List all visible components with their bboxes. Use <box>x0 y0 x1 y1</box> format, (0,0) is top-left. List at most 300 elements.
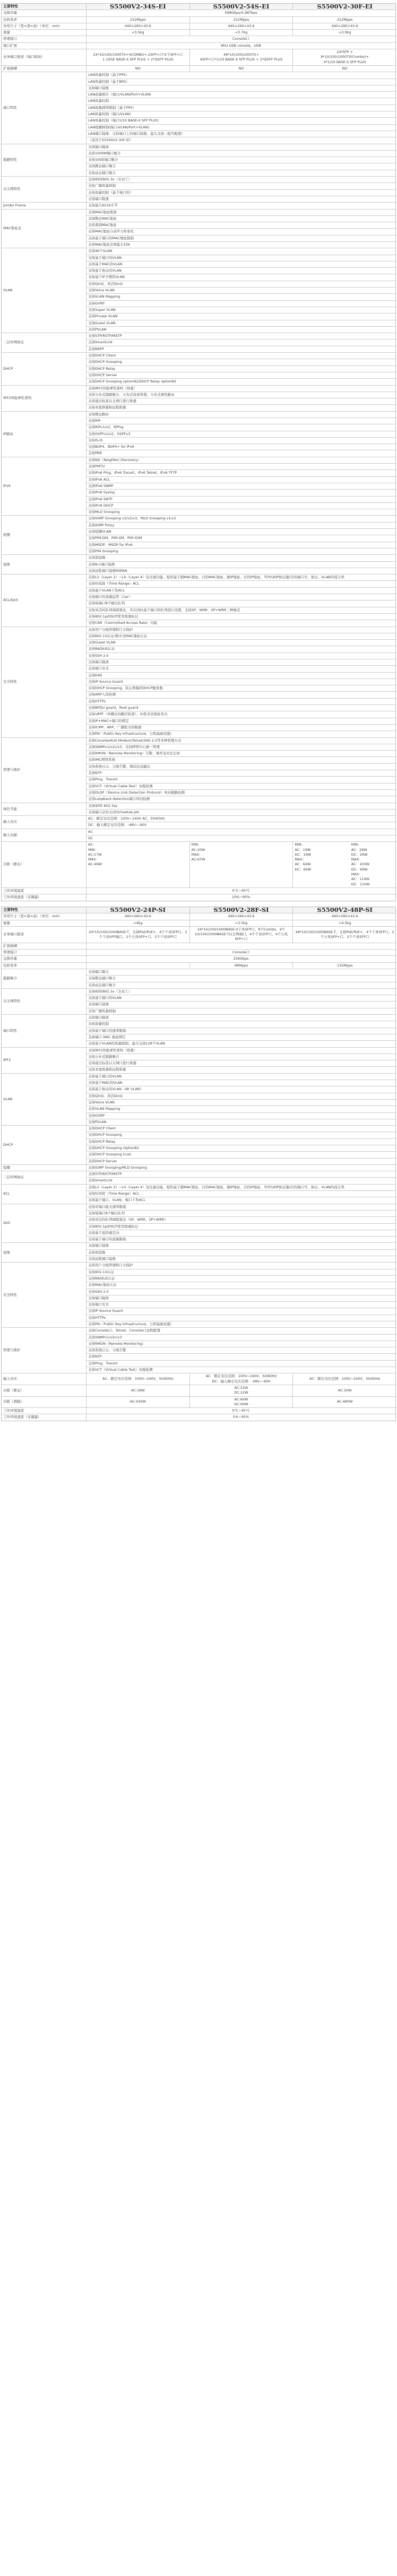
spec-value: 222Mpps <box>336 17 353 22</box>
spec-line: 支持广播风暴抑制 <box>88 184 116 188</box>
header-label: 主要特性 <box>2 907 87 913</box>
spec-value-item <box>87 288 395 294</box>
spec-line: 支持基于MAC的VLAN <box>88 1081 123 1085</box>
spec-line: 支持流镜像 <box>88 555 106 560</box>
spec-row <box>2 43 395 49</box>
spec-line: 支持PIM-DM、PIM-SM、PIM-SSM <box>88 536 142 541</box>
spec-line: 支持RIP <box>88 419 101 423</box>
spec-row <box>2 1243 395 1263</box>
spec-line: 支持时间段（Time Range）ACL <box>88 581 140 586</box>
spec-value-item <box>87 1008 395 1014</box>
spec-value-item <box>87 1165 395 1171</box>
header-row <box>2 907 395 913</box>
spec-line: 支持Loopback-detection端口环回检测 <box>88 797 150 802</box>
spec-value-item <box>87 1250 395 1256</box>
spec-line: 支持用户分级管理和口令保护 <box>88 1263 133 1268</box>
spec-line: 支持802.1p/DSCP优先级重标记 <box>88 614 139 619</box>
spec-value-list <box>87 969 395 988</box>
spec-line: 支持动态端口聚合 <box>88 982 116 987</box>
model-name: S5500V2-48P-SI <box>317 907 373 913</box>
spec-row <box>2 66 395 72</box>
spec-value-item <box>87 549 395 554</box>
spec-value-item <box>87 555 395 561</box>
spec-value-item <box>87 190 395 196</box>
spec-line: 支持IGMP Snooping/MLD Snooping <box>88 1165 147 1170</box>
spec-value-item <box>87 1341 395 1347</box>
spec-row <box>2 989 395 1015</box>
spec-value-item <box>87 144 395 151</box>
spec-line: 支持基于端口的VLAN <box>88 255 122 260</box>
spec-value-item <box>87 314 395 320</box>
spec-value-list <box>87 829 395 842</box>
spec-line: 支持MAC地址黑洞 <box>88 210 117 214</box>
spec-value-item <box>87 770 395 777</box>
spec-value-list <box>87 816 395 829</box>
spec-line: 支持端口安全 <box>88 1302 109 1307</box>
spec-value-item <box>87 982 395 988</box>
spec-row-power <box>2 842 395 888</box>
spec-line: 支持VCT（Virtual Cable Test）电缆检测 <box>88 1368 153 1372</box>
spec-value-item <box>87 170 395 176</box>
spec-line: 支持IS-IS <box>88 438 103 442</box>
spec-value: 48*10/100/1000BASE-T，支持PoE/PoE+，4个千兆SFP口，2个万兆SFP+口，2个千兆SFP口 <box>295 929 394 939</box>
spec-key: 组播 <box>2 1165 87 1171</box>
spec-line: 支持SSH 2.0 <box>88 1289 109 1294</box>
spec-line: 支持端口隔离 <box>88 1295 109 1300</box>
spec-value: 0°C~45°C <box>232 888 250 893</box>
spec-value-item <box>87 646 395 652</box>
spec-line: 支持基于VLAN下发ACL <box>88 588 125 593</box>
spec-line: 支持DLDP（Device Link Detection Protocol）单向链路检测 <box>88 790 185 795</box>
spec-row <box>2 144 395 177</box>
spec-value-item <box>87 307 395 314</box>
spec-line: 支持基于端口的速率限制 <box>88 1028 126 1033</box>
spec-value-item <box>87 1178 395 1183</box>
spec-key: 业务端口描述 <box>2 927 87 943</box>
spec-line: LAN风暴控制（基于BPS） <box>88 79 130 84</box>
spec-line: 支持IP Source Guard <box>88 1309 123 1313</box>
spec-row <box>2 1408 395 1414</box>
spec-key: 交换容量 <box>2 10 87 16</box>
spec-value-list <box>87 1074 395 1125</box>
spec-line: 支持时间段（Time Range）ACL <box>88 1191 140 1196</box>
spec-value: <4.5kg <box>338 920 351 925</box>
spec-key: 镜像 <box>2 555 87 574</box>
spec-table-ei-series <box>1 3 396 901</box>
spec-line: 支持本地堆叠和远程堆叠 <box>88 405 126 410</box>
spec-value-item <box>87 1119 395 1125</box>
spec-line: 支持MAC地址表项最大32K <box>88 242 131 247</box>
spec-line: 支持Voice VLAN <box>88 288 115 293</box>
spec-value-item <box>87 470 395 476</box>
spec-row <box>2 177 395 203</box>
spec-row <box>2 1048 395 1074</box>
spec-line: 支持RMON（Remote Monitoring）告警、事件及历史记录 <box>88 751 180 756</box>
spec-value-item <box>87 516 395 522</box>
spec-line: 支持DHCP Snooping trust <box>88 1152 132 1157</box>
spec-line: AC <box>88 829 93 834</box>
spec-value-item <box>87 725 395 731</box>
spec-value-item <box>87 372 395 379</box>
spec-key: 功耗（满载） <box>2 1397 87 1408</box>
spec-value-item <box>87 1021 395 1028</box>
spec-value-item <box>87 614 395 620</box>
spec-value-list <box>87 177 395 202</box>
spec-value-item <box>87 177 395 183</box>
spec-value-item <box>87 1315 395 1321</box>
power-extra: MIN： AC：26W DC：26W MAX： AC：103W DC：99W MAX： AC：114W DC：110W <box>351 842 370 886</box>
spec-line: 支持基于流的重定向 <box>88 1230 119 1235</box>
spec-key: 镜像 <box>2 1243 87 1262</box>
spec-line: 支持分布式链路聚合、分布式设备管理、分布式弹性路由 <box>88 392 175 397</box>
model-name: S5500V2-34S-EI <box>87 4 190 10</box>
spec-key: 安全特性 <box>2 627 87 737</box>
spec-value-item <box>87 255 395 262</box>
spec-value-item <box>87 431 395 438</box>
spec-line: 支持静态端口聚合 <box>88 164 116 169</box>
spec-value-item <box>87 1145 395 1152</box>
spec-value-item <box>87 450 395 456</box>
spec-value-list <box>87 333 395 352</box>
spec-key: 链路特性 <box>2 144 87 176</box>
spec-line: 支持802.1X认证/集中式MAC地址认证 <box>88 633 148 638</box>
spec-value-list <box>87 516 395 554</box>
spec-value-item <box>87 1113 395 1119</box>
spec-value-item <box>87 444 395 450</box>
spec-value-item <box>87 229 395 235</box>
spec-line: 支持基于协议的VLAN（4K VLAN） <box>88 1087 144 1092</box>
spec-value-list <box>87 1185 395 1204</box>
spec-key: QoS <box>2 1204 87 1243</box>
spec-row <box>2 1074 395 1126</box>
spec-value-item <box>87 822 395 828</box>
spec-value-item <box>87 699 395 705</box>
spec-key: 功耗（静态） <box>2 1385 87 1396</box>
spec-value-item <box>87 105 395 111</box>
spec-value-item <box>87 1328 395 1334</box>
spec-value-list <box>87 203 395 208</box>
spec-value-list <box>87 803 395 816</box>
spec-value-item <box>87 92 395 98</box>
spec-line: 支持DHCP Snooping option82/DHCP Relay option82 <box>88 379 177 384</box>
spec-row <box>2 203 395 209</box>
spec-key: 外形尺寸（宽×深×高）（单位：mm） <box>2 913 87 919</box>
spec-value-item <box>87 679 395 685</box>
spec-line: 支持DHCP Server <box>88 372 117 377</box>
spec-line: 支持黑洞MAC地址 <box>88 223 117 228</box>
spec-value-item <box>87 340 395 346</box>
spec-value: <3.9kg <box>338 30 351 35</box>
spec-value-item <box>87 1204 395 1211</box>
spec-line: 支持N:1端口镜像 <box>88 562 115 567</box>
spec-value: AC:18W <box>87 1385 190 1396</box>
spec-line: 支持PIM Snooping <box>88 549 118 553</box>
spec-line: 支持HTTPs <box>88 699 106 703</box>
spec-value-item <box>87 744 395 751</box>
spec-value-item <box>87 1269 395 1276</box>
spec-row <box>2 1126 395 1165</box>
spec-value-item <box>87 418 395 424</box>
spec-line: 支持本地堆叠和远程堆叠 <box>88 1067 126 1072</box>
spec-value-item <box>87 118 395 124</box>
spec-value-item <box>87 836 395 841</box>
spec-value-item <box>87 1335 395 1341</box>
spec-row <box>2 1171 395 1185</box>
spec-line: 支持IPv6 SNMP <box>88 483 114 488</box>
spec-line: 支持远程端口镜像RSPAN <box>88 568 127 573</box>
spec-line: 支持EAD <box>88 673 102 677</box>
spec-value-item <box>87 692 395 698</box>
spec-value-item <box>87 1060 395 1067</box>
spec-value-item <box>87 196 395 202</box>
spec-value-item <box>87 535 395 542</box>
spec-key: IP路由 <box>2 412 87 457</box>
spec-line: 支持Super VLAN <box>88 307 116 312</box>
spec-line: 支持端口聚合 <box>88 969 109 974</box>
spec-line: 支持802.1X认证 <box>88 1269 115 1274</box>
spec-key: IPv6 <box>2 457 87 516</box>
spec-value-item <box>87 386 395 392</box>
spec-line: 支持DHCP Relay <box>88 1139 116 1144</box>
spec-value-item <box>87 1191 395 1197</box>
spec-row <box>2 963 395 969</box>
spec-value-item <box>87 490 395 496</box>
spec-value-item <box>87 1282 395 1289</box>
spec-line: 支持PMTU <box>88 464 105 469</box>
spec-value-list <box>87 555 395 574</box>
spec-value-item <box>87 98 395 105</box>
spec-line: 支持端口定时关闭/Schedule job <box>88 810 140 814</box>
spec-line: 支持广播风暴抑制 <box>88 1008 116 1013</box>
spec-row <box>2 894 395 900</box>
spec-value-item <box>87 157 395 163</box>
spec-line: 支持SmartLink <box>88 340 113 345</box>
spec-key: 工作环境温度 <box>2 888 87 894</box>
spec-key: 管理接口 <box>2 950 87 955</box>
spec-value: 222Mpps <box>87 17 190 23</box>
spec-value-item <box>87 1086 395 1093</box>
spec-row <box>2 1373 395 1385</box>
spec-line: 支持组播VLAN <box>88 529 111 534</box>
spec-line: 支持远程端口镜像 <box>88 1257 116 1261</box>
spec-value-item <box>87 1321 395 1327</box>
spec-value-item <box>87 1367 395 1373</box>
spec-value-item <box>87 1185 395 1191</box>
spec-value-item <box>87 738 395 744</box>
spec-key: 重量 <box>2 30 87 36</box>
spec-value-item <box>87 477 395 483</box>
spec-value-item <box>87 718 395 725</box>
spec-line: 支持PVLAN <box>88 1119 107 1124</box>
spec-value-item <box>87 633 395 640</box>
spec-value-item <box>87 1054 395 1060</box>
spec-line: 支持BGP4、BGP4+ for IPv6 <box>88 445 134 449</box>
spec-line: 支持基于协议的VLAN <box>88 268 122 273</box>
spec-value-item <box>87 301 395 307</box>
spec-value-item <box>87 969 395 976</box>
spec-value-item <box>87 1302 395 1308</box>
spec-value: 440×260×43.6 <box>190 23 294 29</box>
spec-line: 支持端口隔离 <box>88 144 109 149</box>
spec-line: 支持基于端口的VLAN <box>88 996 122 1000</box>
spec-value: 440×260×43.6 <box>190 913 294 919</box>
spec-key: 业务端口描述（端口描述） <box>2 49 87 65</box>
spec-line: 支持端口的流量监管（Car） <box>88 595 132 599</box>
spec-line: 支持IPv6 Syslog <box>88 490 115 495</box>
spec-value-item <box>87 366 395 372</box>
spec-line: 支持RRPP <box>88 346 104 351</box>
spec-line: 支持IPv6 Ping、IPv6 Tracert、IPv6 Telnet、IPv6 TFTP <box>88 471 177 475</box>
spec-line: 支持PKI（Public Key Infrastructure，公钥基础设施） <box>88 732 174 736</box>
spec-value-item <box>87 1152 395 1158</box>
spec-line: LAN风暴控制（端口/VLAN） <box>88 112 133 117</box>
spec-value-item <box>87 1028 395 1034</box>
spec-value-item <box>87 1237 395 1242</box>
spec-value-item <box>87 464 395 470</box>
spec-value-item <box>87 79 395 85</box>
spec-line: LAN流量速率限制（基于PPS） <box>88 105 136 110</box>
spec-row <box>2 17 395 23</box>
spec-key: 管理接口 <box>2 36 87 42</box>
spec-key: Jumbo Frame <box>2 203 87 208</box>
spec-value-item <box>87 542 395 549</box>
spec-value-item <box>87 359 395 365</box>
spec-line: 支持SSH 2.0 <box>88 653 109 658</box>
spec-line: 支持用户分级管理和口令保护 <box>88 627 133 632</box>
spec-row <box>2 386 395 412</box>
spec-line: 支持PVLAN <box>88 327 107 332</box>
spec-line: 支持MSDP、MSDP for IPv6 <box>88 542 133 547</box>
spec-value: Console口 <box>232 950 250 955</box>
spec-line: 支持通过标准以太网口进行堆叠 <box>88 1061 136 1066</box>
spec-key: 组播 <box>2 516 87 554</box>
spec-line: 支持STP/RSTP/MSTP <box>88 334 122 338</box>
spec-line: 支持IEEE802.3x（全双工） <box>88 177 132 182</box>
spec-value-item <box>87 1289 395 1295</box>
spec-value-item <box>87 581 395 587</box>
spec-value-item <box>87 796 395 802</box>
spec-value-item <box>87 1224 395 1230</box>
spec-key: 二层环网协议 <box>2 1171 87 1184</box>
spec-value: NO <box>342 66 348 71</box>
spec-line: 支持系统日志、分级告警 <box>88 1348 126 1353</box>
spec-line: 支持端口 MAC 地址绑定 <box>88 1034 126 1039</box>
spec-row <box>2 950 395 956</box>
spec-value: AC：额定电压范围：100V~240V，50/60Hz <box>87 1373 190 1385</box>
spec-line: 支持静态MAC地址 <box>88 216 117 221</box>
spec-line: 支持DHCP Relay <box>88 366 116 371</box>
spec-line: 支持Console口、Telnet、Console口远程配置 <box>88 1328 160 1333</box>
spec-row <box>2 555 395 575</box>
spec-value-item <box>87 976 395 982</box>
spec-row <box>2 1263 395 1328</box>
spec-line: 支持系统日志、分级告警、调试信息输出 <box>88 764 150 769</box>
spec-key: 链路聚合 <box>2 969 87 988</box>
spec-value-item <box>87 438 395 444</box>
spec-line: 支持端口隔离 <box>88 1015 109 1020</box>
power-min-max: MIN： AC:20W MAX： AC:67W <box>191 842 205 862</box>
spec-value: 24*10/100/1000BASE-X千兆SFP口，8个Combo，4个10/100/1000BASE-T以太网端口，4个千兆SFP口，4个万兆SFP+口 <box>190 927 294 943</box>
spec-line: 支持PKI（Public Key Infrastructure，公钥基础设施） <box>88 1322 174 1326</box>
spec-value-item <box>87 568 395 574</box>
spec-value-item <box>87 85 395 92</box>
spec-key: 功耗（静态） <box>2 842 87 887</box>
spec-row <box>2 457 395 516</box>
model-name: S5500V2-54S-EI <box>190 4 294 10</box>
spec-value: <4kg <box>87 920 190 926</box>
spec-line: 支持HTTPs <box>88 1315 106 1320</box>
spec-value-item <box>87 1171 395 1178</box>
spec-line: 支持IPv6 DHCP <box>88 503 114 508</box>
spec-row <box>2 1165 395 1171</box>
spec-line: 支持最大9216字节 <box>88 203 118 208</box>
spec-key: 管理与维护 <box>2 1328 87 1373</box>
spec-value: 132Mpps <box>336 963 353 968</box>
spec-line: 支持IP Source Guard <box>88 679 123 684</box>
spec-value-item <box>87 764 395 770</box>
spec-key: 交换容量 <box>2 956 87 962</box>
spec-line: 支持VLAN Mapping <box>88 1107 120 1111</box>
spec-key: 工作环境湿度（非凝露） <box>2 894 87 900</box>
spec-key: 绿色节能 <box>2 803 87 816</box>
spec-value: 24*SFP + 8*10/100/1000TX(Combo)+ 4*1/10 BASE-X SFP PLUS <box>321 50 369 64</box>
spec-value: <3.5kg <box>87 30 190 36</box>
spec-value: AC:60W DC:60W <box>190 1397 294 1408</box>
spec-key: 外形尺寸（宽×深×高）（单位：mm） <box>2 23 87 29</box>
spec-row <box>2 72 395 144</box>
spec-line: 支持VLAN Mapping <box>88 294 120 299</box>
spec-value-item <box>87 1002 395 1008</box>
spec-value: NO <box>190 66 294 72</box>
spec-line: 支持MAC地址认证 <box>88 1283 117 1287</box>
header-row <box>2 4 395 10</box>
spec-value-item <box>87 1347 395 1354</box>
spec-value: 48*10/100/1000TX+ 4SFP+口*1/10 BASE-X SFP PLUS + 2*QSFP PLUS <box>190 49 294 65</box>
spec-value-item <box>87 210 395 216</box>
spec-value-item <box>87 1080 395 1086</box>
spec-line: 支持Ping、Tracert <box>88 777 118 782</box>
spec-line: 支持RADIUS认证 <box>88 647 115 651</box>
spec-value: 96Mpps <box>190 963 294 969</box>
model-name: S5500V2-28F-SI <box>190 907 294 913</box>
spec-line: 支持BPDU guard、Root guard <box>88 706 139 710</box>
spec-value-item <box>87 236 395 242</box>
spec-key: 二层环网协议 <box>2 333 87 352</box>
spec-row <box>2 1397 395 1408</box>
power-extra <box>246 842 293 887</box>
spec-line: DC <box>88 836 93 840</box>
spec-key: 扩展插槽 <box>2 943 87 949</box>
spec-line: 支持L2（Layer 2）~L4（Layer 4）包过滤功能，提供基于源MAC地址、目的MAC地址、源IP地址、目的IP地址、TCP/UDP协议源/目的端口号、协议、VLAN的流分类 <box>88 1185 344 1189</box>
spec-line: 支持IRF2智能弹性架构（堆叠） <box>88 386 137 390</box>
spec-line: 支持每端口8个输出队列 <box>88 601 125 606</box>
spec-key: 输入电压 <box>2 1373 87 1385</box>
spec-value-item <box>87 503 395 509</box>
spec-line: 支持GVRP <box>88 301 105 306</box>
spec-row <box>2 913 395 920</box>
spec-line: 支持CAR（Committed Access Rate）功能 <box>88 621 157 625</box>
spec-line: 支持802.1p/DSCP优先级重标记 <box>88 1224 139 1229</box>
spec-line: 支持灵活的队列调度算法，可以同时基于端口和队列进行设置，支持SP、WRR、SP+WRR三种模式 <box>88 607 240 612</box>
spec-value-item <box>87 1361 395 1367</box>
spec-value-item <box>87 810 395 815</box>
spec-value: 24*10/100/1000BASE-T，支持PoE/PoE+，4个千兆SFP口，2个千兆SFP端口，2个万兆SFP+口，2个千兆SFP口 <box>87 927 190 943</box>
spec-row <box>2 30 395 36</box>
spec-value-item <box>87 777 395 783</box>
spec-value: 222Mpps <box>190 17 294 23</box>
spec-value-item <box>87 594 395 601</box>
spec-row <box>2 927 395 943</box>
